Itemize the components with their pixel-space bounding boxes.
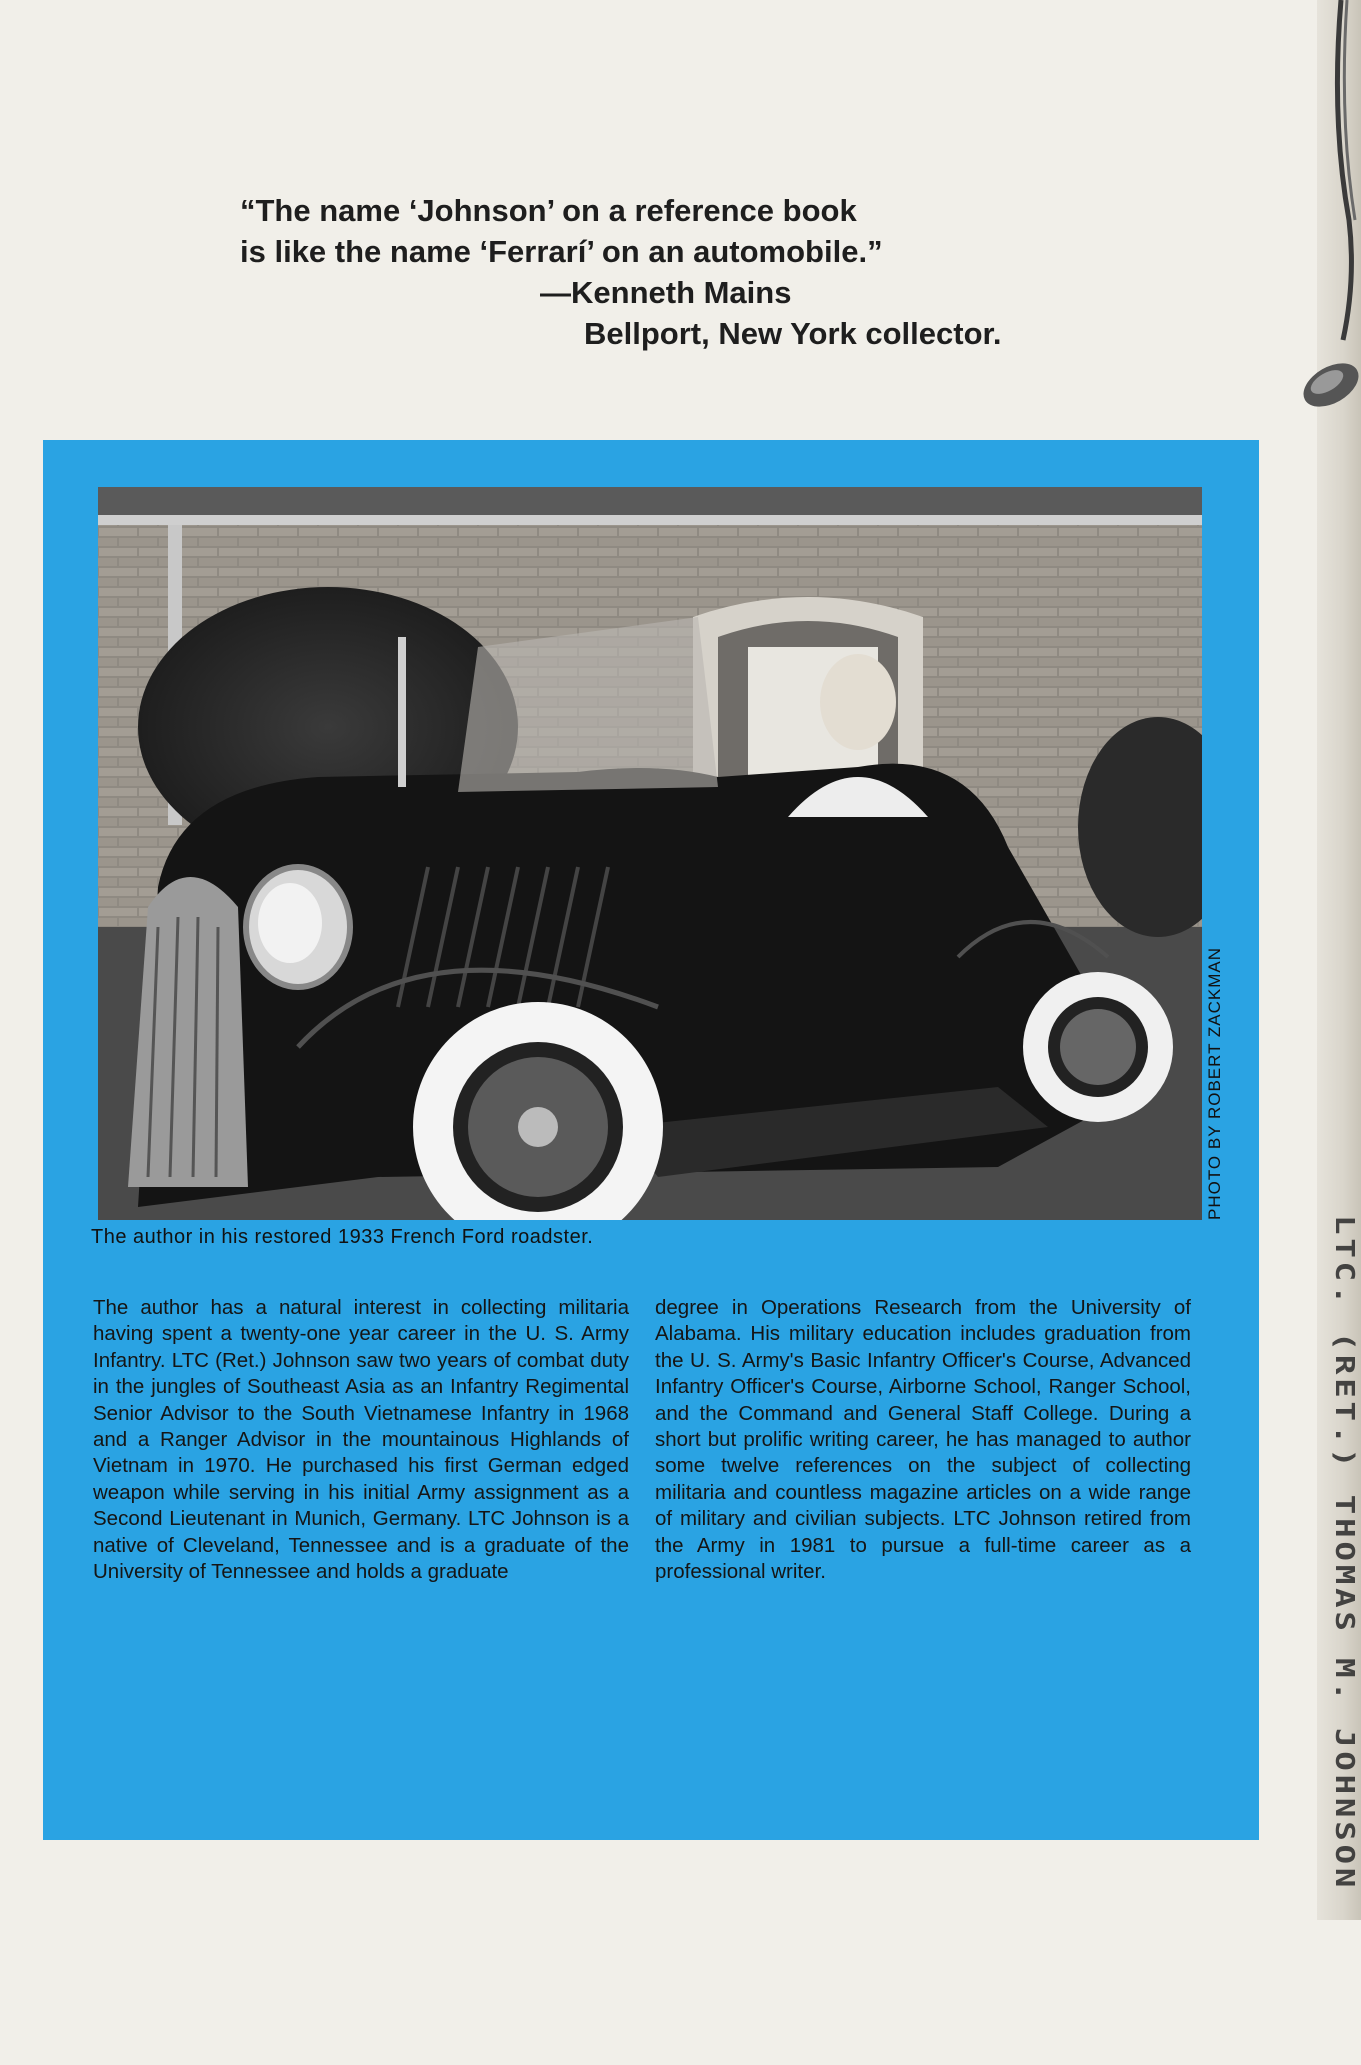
quote-attribution-name: —Kenneth Mains [540,275,792,310]
author-car-photo [98,487,1202,1220]
bio-text-right-column: degree in Operations Research from the University of Alabama. His military education includes graduation from the U. S. Army's Basic Infantry Officer's Course, Advanced Infantry Officer's Course, Airborne School, Ranger School, and the Command and General Staff College. During a short but prolific writing career, he has managed to author some twelve references on the subject of collecting militaria and countless magazine articles on a wide range of military and civilian subjects. LTC Johnson retired from the Army in 1981 to pursue a full-time career as a professional writer. [655,1296,1191,1584]
author-bio-panel [43,440,1259,1840]
quote-attribution-detail: Bellport, New York collector. [584,316,1002,351]
photo-caption: The author in his restored 1933 French Ford roadster. [91,1226,594,1248]
testimonial-quote [240,190,1120,354]
quote-line-2: is like the name ‘Ferrarí’ on an automobile.” [240,234,883,269]
quote-line-1: “The name ‘Johnson’ on a reference book [240,193,857,228]
spine-author-text: LTC. (RET.) THOMAS M. JOHNSON [1329,1214,1359,1891]
bookmark-tassel-image [1281,0,1361,420]
bio-text-left-column: The author has a natural interest in collecting militaria having spent a twenty-one year career in the U. S. Army Infantry. LTC (Ret.) Johnson saw two years of combat duty in the jungles of Southeast Asia as an Infantry Regimental Senior Advisor to the South Vietnamese Infantry in 1968 and a Ranger Advisor in the mountainous Highlands of Vietnam in 1970. He purchased his first German edged weapon while serving in his initial Army assignment as a Second Lieutenant in Munich, Germany. LTC Johnson is a native of Cleveland, Tennessee and is a graduate of the University of Tennessee and holds a graduate [93,1296,629,1584]
photo-credit: PHOTO BY ROBERT ZACKMAN [1205,946,1224,1220]
